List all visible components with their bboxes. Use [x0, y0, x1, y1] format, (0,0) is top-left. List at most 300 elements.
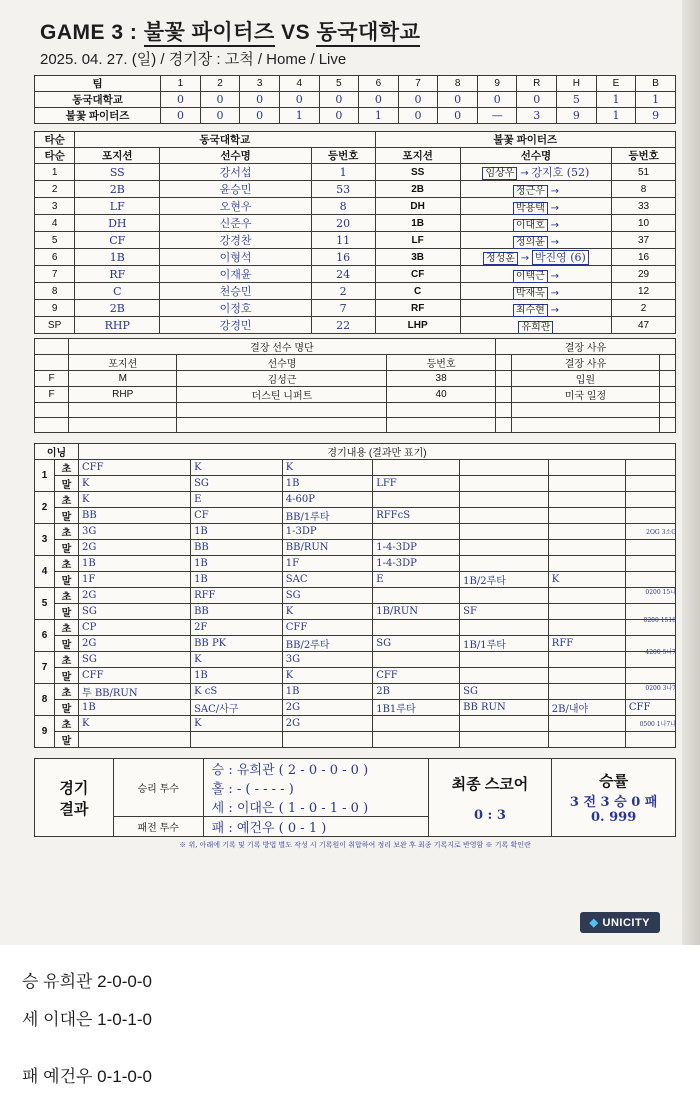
- pbp-cell: 2B/내야: [548, 700, 625, 716]
- lineup-col-name-right: 선수명: [460, 148, 611, 164]
- pbp-cell: [548, 652, 625, 668]
- pbp-row: [35, 492, 676, 508]
- pbp-half: 말: [55, 604, 79, 620]
- pbp-cell: [460, 476, 549, 492]
- lineup-left-pos: 2B: [75, 300, 160, 317]
- total-header-h: H: [557, 76, 597, 92]
- pbp-inning-number: 6: [35, 620, 55, 652]
- absent-row: [35, 371, 676, 387]
- absent-blank-4: [660, 355, 676, 371]
- absent-col-reason: 결장 사유: [511, 355, 659, 371]
- pbp-cell: [625, 508, 675, 524]
- pbp-cell: K: [191, 716, 283, 732]
- ls-home-6: 1: [359, 108, 399, 124]
- margin-note: 0200 15나: [645, 589, 676, 596]
- lineup-left-no: 22: [311, 317, 375, 334]
- linescore-team-away: 동국대학교: [35, 92, 161, 108]
- pbp-cell: 1-4-3DP: [373, 556, 460, 572]
- page-scrollbar[interactable]: [689, 95, 695, 785]
- pbp-cell: K: [79, 716, 191, 732]
- absent-spacer-6: [511, 403, 659, 418]
- lineup-right-pos: 2B: [375, 181, 460, 198]
- lineup-right-name: 박재욱: [513, 287, 548, 300]
- result-row-win: [35, 759, 676, 817]
- pbp-row: [35, 732, 676, 748]
- ls-away-e: 1: [596, 92, 636, 108]
- lineup-right-name-cell: [460, 266, 611, 283]
- lineup-left-no: 7: [311, 300, 375, 317]
- total-header-r: R: [517, 76, 557, 92]
- margin-note: 2OG 3소G: [646, 529, 676, 536]
- lineup-left-name: 오현우: [160, 198, 311, 215]
- linescore-row-home: [35, 108, 676, 124]
- pbp-cell: [460, 508, 549, 524]
- ls-home-1: 0: [161, 108, 201, 124]
- pbp-cell: K: [79, 476, 191, 492]
- lineup-right-name: 정성훈: [483, 252, 518, 265]
- absent-spacer-8: [35, 418, 69, 433]
- final-score-value: 0 : 3: [473, 807, 506, 823]
- ls-home-5: 0: [319, 108, 359, 124]
- lineup-right-name: 임상우: [482, 167, 517, 180]
- pbp-half: 말: [55, 700, 79, 716]
- linescore-row-away: [35, 92, 676, 108]
- lineup-row: [35, 283, 676, 300]
- lose-pitcher-label: 패전 투수: [113, 817, 203, 837]
- lineup-right-no: 8: [612, 181, 676, 198]
- pbp-half: 말: [55, 540, 79, 556]
- lineup-col-order: 타순: [35, 132, 75, 148]
- pbp-cell: 4-60P: [282, 492, 372, 508]
- result-label: [35, 759, 114, 837]
- watermark-unicity: [580, 912, 660, 933]
- lineup-right-pos: 1B: [375, 215, 460, 232]
- lineup-right-pos: CF: [375, 266, 460, 283]
- lineup-right-pos: DH: [375, 198, 460, 215]
- ls-away-h: 5: [557, 92, 597, 108]
- playbyplay-table: [34, 443, 676, 748]
- lineup-right-sub: 박진영 (6): [532, 250, 589, 265]
- pbp-inning-number: 3: [35, 524, 55, 556]
- ls-home-3: 0: [240, 108, 280, 124]
- lineup-order: 6: [35, 249, 75, 266]
- lineup-row: [35, 300, 676, 317]
- pbp-cell: [625, 556, 675, 572]
- pbp-row: [35, 636, 676, 652]
- winrate-label: 승률: [599, 773, 629, 790]
- lineup-col-no-right: 등번호: [612, 148, 676, 164]
- pbp-half: 초: [55, 460, 79, 476]
- lineup-right-no: 16: [612, 249, 676, 266]
- save-line: 세 : 이대은 ( 1 - 0 - 1 - 0 ): [211, 801, 369, 816]
- pbp-cell: LFF: [373, 476, 460, 492]
- pbp-inning-number: 9: [35, 716, 55, 748]
- lineup-order: 9: [35, 300, 75, 317]
- pbp-cell: [460, 556, 549, 572]
- lineup-right-name: 최수현: [513, 304, 548, 317]
- pbp-cell: CFF: [373, 668, 460, 684]
- inning-header-5: 5: [319, 76, 359, 92]
- absent-blank-3: [495, 355, 511, 371]
- pbp-inning-number: 7: [35, 652, 55, 684]
- lineup-left-name: 강경민: [160, 317, 311, 334]
- absent-flag: F: [35, 387, 69, 403]
- pbp-cell: K: [282, 460, 372, 476]
- lineup-left-pos: DH: [75, 215, 160, 232]
- pbp-header-row: [35, 444, 676, 460]
- ls-home-9: —: [477, 108, 517, 124]
- lineup-right-name: 유희관: [518, 321, 553, 334]
- absent-reason: 미국 일정: [511, 387, 659, 403]
- pbp-cell: CFF: [625, 700, 675, 716]
- absent-reason-title: 결장 사유: [495, 339, 675, 355]
- pbp-cell: 2G: [79, 636, 191, 652]
- pbp-cell: [548, 492, 625, 508]
- lineup-left-pos: 2B: [75, 181, 160, 198]
- absent-pad-3: [495, 387, 511, 403]
- pbp-cell: [548, 604, 625, 620]
- result-label-line1: 경기: [59, 779, 89, 797]
- ls-away-5: 0: [319, 92, 359, 108]
- pbp-cell: SG: [79, 652, 191, 668]
- inning-header-1: 1: [161, 76, 201, 92]
- lineup-left-pos: SS: [75, 164, 160, 181]
- margin-note: 0500 1나7나: [639, 721, 676, 728]
- ls-home-8: 0: [438, 108, 478, 124]
- pbp-cell: [548, 668, 625, 684]
- lineup-right-no: 51: [612, 164, 676, 181]
- lineup-left-pos: LF: [75, 198, 160, 215]
- pbp-cell: K: [548, 572, 625, 588]
- game-title-home-team: 불꽃 파이터즈: [144, 21, 275, 47]
- pbp-cell: 2F: [191, 620, 283, 636]
- pbp-half: 말: [55, 732, 79, 748]
- lineup-right-no: 2: [612, 300, 676, 317]
- absent-title: 결장 선수 명단: [69, 339, 496, 355]
- lineup-left-pos: 1B: [75, 249, 160, 266]
- lineup-row: [35, 198, 676, 215]
- lineup-right-name-cell: [460, 283, 611, 300]
- ls-away-2: 0: [200, 92, 240, 108]
- lineup-left-name: 신준우: [160, 215, 311, 232]
- pbp-cell: [373, 732, 460, 748]
- lineup-order: 4: [35, 215, 75, 232]
- absent-blank-1: [35, 339, 69, 355]
- lineup-right-name-cell: [460, 317, 611, 334]
- pbp-cell: [373, 620, 460, 636]
- lineup-right-name: 박용택: [513, 202, 548, 215]
- absent-col-no: 등번호: [387, 355, 495, 371]
- lineup-left-name: 천승민: [160, 283, 311, 300]
- lineup-team-left: 동국대학교: [75, 132, 375, 148]
- pbp-cell: [282, 732, 372, 748]
- pbp-cell: K cS: [191, 684, 283, 700]
- pbp-cell: 3G: [79, 524, 191, 540]
- pbp-cell: [460, 668, 549, 684]
- pbp-cell: [191, 732, 283, 748]
- post-caption: [0, 945, 700, 1116]
- pbp-cell: [460, 716, 549, 732]
- pbp-cell: [625, 476, 675, 492]
- pbp-cell: 1B: [79, 700, 191, 716]
- absent-spacer-10: [177, 418, 387, 433]
- pbp-inning-number: 2: [35, 492, 55, 524]
- pbp-cell: SG: [460, 684, 549, 700]
- absent-pos: M: [69, 371, 177, 387]
- pbp-cell: 1B/RUN: [373, 604, 460, 620]
- absent-name: 김성근: [177, 371, 387, 387]
- inning-header-9: 9: [477, 76, 517, 92]
- total-header-e: E: [596, 76, 636, 92]
- substitution-arrow-icon: →: [550, 270, 559, 282]
- inning-header-6: 6: [359, 76, 399, 92]
- pbp-cell: BB/1루타: [282, 508, 372, 524]
- absent-blank-2: [35, 355, 69, 371]
- pbp-cell: E: [191, 492, 283, 508]
- pbp-cell: [625, 732, 675, 748]
- absent-spacer-7: [660, 403, 676, 418]
- hold-line: 홀 : - ( - - - - ): [211, 782, 294, 797]
- pbp-half: 초: [55, 588, 79, 604]
- win-pitcher-label: 승리 투수: [113, 759, 203, 817]
- pbp-cell: [460, 492, 549, 508]
- lineup-left-no: 2: [311, 283, 375, 300]
- lineup-order: 5: [35, 232, 75, 249]
- lineup-order: SP: [35, 317, 75, 334]
- watermark-label: UNICITY: [602, 917, 650, 929]
- pbp-cell: [548, 684, 625, 700]
- pbp-cell: 2G: [282, 700, 372, 716]
- pbp-cell: [548, 732, 625, 748]
- absent-spacer-9: [69, 418, 177, 433]
- ls-away-3: 0: [240, 92, 280, 108]
- pbp-cell: [373, 652, 460, 668]
- lose-line: 패 : 예건우 ( 0 - 1 ): [203, 817, 428, 837]
- pbp-cell: RFFcS: [373, 508, 460, 524]
- absent-table: [34, 338, 676, 433]
- absent-spacer-4: [387, 403, 495, 418]
- absent-row: [35, 387, 676, 403]
- result-label-line2: 결과: [59, 800, 89, 818]
- lineup-right-name-cell: [460, 232, 611, 249]
- lineup-left-pos: C: [75, 283, 160, 300]
- lineup-left-name: 이재윤: [160, 266, 311, 283]
- pbp-cell: CP: [79, 620, 191, 636]
- margin-note: 0200 3나7: [645, 685, 676, 692]
- game-title-away-team: 동국대학교: [316, 21, 420, 47]
- absent-spacer-11: [387, 418, 495, 433]
- pbp-cell: BB/2루타: [282, 636, 372, 652]
- pbp-half: 초: [55, 556, 79, 572]
- game-title-vs: VS: [281, 21, 311, 44]
- pbp-cell: 1B: [191, 556, 283, 572]
- pbp-cell: CFF: [79, 460, 191, 476]
- pbp-row: [35, 652, 676, 668]
- pbp-cell: [79, 732, 191, 748]
- absent-header-row: [35, 355, 676, 371]
- pbp-row: [35, 476, 676, 492]
- pbp-cell: [548, 556, 625, 572]
- pbp-row: [35, 460, 676, 476]
- lineup-right-name-cell: [460, 215, 611, 232]
- margin-note: 4200 5나7: [645, 649, 676, 656]
- pbp-inning-number: 1: [35, 460, 55, 492]
- winrate-value: 0. 999: [591, 810, 637, 825]
- lineup-left-name: 강경찬: [160, 232, 311, 249]
- lineup-order: 3: [35, 198, 75, 215]
- lineup-row: [35, 181, 676, 198]
- lineup-right-name: 이대호: [513, 219, 548, 232]
- lineup-left-name: 이형석: [160, 249, 311, 266]
- pbp-cell: 1B/2루타: [460, 572, 549, 588]
- substitution-arrow-icon: →: [550, 304, 559, 316]
- pbp-half: 말: [55, 508, 79, 524]
- inning-header-8: 8: [438, 76, 478, 92]
- lineup-right-pos: SS: [375, 164, 460, 181]
- total-header-b: B: [636, 76, 676, 92]
- lineup-col-name-left: 선수명: [160, 148, 311, 164]
- pbp-cell: 2G: [282, 716, 372, 732]
- pbp-cell: BB: [191, 604, 283, 620]
- lineup-right-pos: C: [375, 283, 460, 300]
- ls-home-e: 1: [596, 108, 636, 124]
- ls-away-7: 0: [398, 92, 438, 108]
- lineup-right-no: 12: [612, 283, 676, 300]
- pbp-cell: BB: [79, 508, 191, 524]
- pbp-cell: 3G: [282, 652, 372, 668]
- lineup-col-pos-left: 포지션: [75, 148, 160, 164]
- pbp-cell: 1B/1루타: [460, 636, 549, 652]
- pbp-col-inning: 이닝: [35, 444, 79, 460]
- game-title-prefix: GAME 3 :: [40, 21, 138, 44]
- pbp-row: [35, 524, 676, 540]
- record-value: 3 전 3 승 0 패: [569, 795, 658, 810]
- absent-no: 40: [387, 387, 495, 403]
- lineup-left-no: 20: [311, 215, 375, 232]
- pbp-cell: K: [191, 652, 283, 668]
- pbp-cell: 1-3DP: [282, 524, 372, 540]
- pbp-cell: [460, 732, 549, 748]
- lineup-left-no: 24: [311, 266, 375, 283]
- lineup-left-no: 11: [311, 232, 375, 249]
- absent-spacer-2: [69, 403, 177, 418]
- pbp-cell: [460, 620, 549, 636]
- linescore-table: [34, 75, 676, 124]
- pbp-cell: [548, 620, 625, 636]
- unicity-logo-icon: ◆: [589, 917, 599, 929]
- pbp-cell: K: [191, 460, 283, 476]
- lineup-right-name: 이택근: [513, 270, 548, 283]
- substitution-arrow-icon: →: [520, 253, 530, 264]
- caption-line-1: 승 유희관 2-0-0-0: [22, 972, 152, 991]
- pbp-cell: [373, 492, 460, 508]
- lineup-right-sub: 강지호 (52): [531, 166, 590, 179]
- pbp-cell: 1F: [79, 572, 191, 588]
- lineup-right-pos: LF: [375, 232, 460, 249]
- lineup-right-name-cell: [460, 249, 611, 266]
- pbp-cell: [625, 572, 675, 588]
- lineup-left-no: 16: [311, 249, 375, 266]
- pbp-cell: CFF: [282, 620, 372, 636]
- ls-away-6: 0: [359, 92, 399, 108]
- substitution-arrow-icon: →: [550, 185, 559, 197]
- pbp-cell: [460, 524, 549, 540]
- lineup-left-no: 1: [311, 164, 375, 181]
- lineup-order: 8: [35, 283, 75, 300]
- result-footer-note: ※ 위, 아래에 기록 및 기록 방법 별도 작성 시 기록원이 취합하여 정리 보완 후 최종 기록지로 반영함 ※ 기록 확인란: [179, 841, 531, 849]
- lineup-row: [35, 249, 676, 266]
- pbp-cell: [625, 492, 675, 508]
- pbp-cell: K: [79, 492, 191, 508]
- lineup-col-order-2: 타순: [35, 148, 75, 164]
- pbp-row: [35, 620, 676, 636]
- absent-spacer-3: [177, 403, 387, 418]
- lineup-right-no: 29: [612, 266, 676, 283]
- pbp-cell: BB RUN: [460, 700, 549, 716]
- winrate-block: [552, 759, 676, 837]
- pbp-cell: SF: [460, 604, 549, 620]
- pbp-cell: [625, 668, 675, 684]
- pbp-cell: [548, 716, 625, 732]
- pbp-cell: 1B: [191, 524, 283, 540]
- absent-spacer-row: [35, 403, 676, 418]
- pbp-cell: CF: [191, 508, 283, 524]
- pbp-cell: 1-4-3DP: [373, 540, 460, 556]
- lineup-left-name: 이정호: [160, 300, 311, 317]
- result-table: [34, 758, 676, 837]
- pbp-row: [35, 700, 676, 716]
- pbp-cell: [373, 588, 460, 604]
- lineup-right-no: 47: [612, 317, 676, 334]
- pbp-cell: [460, 460, 549, 476]
- lineup-row: [35, 164, 676, 181]
- lineup-right-name-cell: [460, 300, 611, 317]
- substitution-arrow-icon: →: [550, 219, 559, 231]
- ls-away-1: 0: [161, 92, 201, 108]
- pbp-cell: [548, 540, 625, 556]
- linescore-team-header: 팀: [35, 76, 161, 92]
- pbp-cell: [373, 716, 460, 732]
- pbp-half: 초: [55, 524, 79, 540]
- linescore-team-home: 불꽃 파이터즈: [35, 108, 161, 124]
- win-pitcher-lines: [203, 759, 428, 817]
- ls-home-h: 9: [557, 108, 597, 124]
- absent-col-pos: 포지션: [69, 355, 177, 371]
- ls-home-r: 3: [517, 108, 557, 124]
- pbp-row: [35, 684, 676, 700]
- pbp-cell: 2B: [373, 684, 460, 700]
- pbp-half: 초: [55, 684, 79, 700]
- absent-pad-1: [495, 371, 511, 387]
- pbp-cell: [548, 460, 625, 476]
- substitution-arrow-icon: →: [550, 287, 559, 299]
- ls-away-8: 0: [438, 92, 478, 108]
- pbp-row: [35, 604, 676, 620]
- ls-away-b: 1: [636, 92, 676, 108]
- absent-spacer-row: [35, 418, 676, 433]
- pbp-cell: [460, 652, 549, 668]
- pbp-cell: 2G: [79, 540, 191, 556]
- pbp-cell: SG: [79, 604, 191, 620]
- inning-header-7: 7: [398, 76, 438, 92]
- lineup-right-name-cell: [460, 181, 611, 198]
- final-score-label: 최종 스코어: [451, 775, 529, 793]
- absent-spacer-12: [495, 418, 511, 433]
- pbp-cell: 1B1루타: [373, 700, 460, 716]
- pbp-half: 말: [55, 668, 79, 684]
- lineup-right-pos: LHP: [375, 317, 460, 334]
- ls-home-b: 9: [636, 108, 676, 124]
